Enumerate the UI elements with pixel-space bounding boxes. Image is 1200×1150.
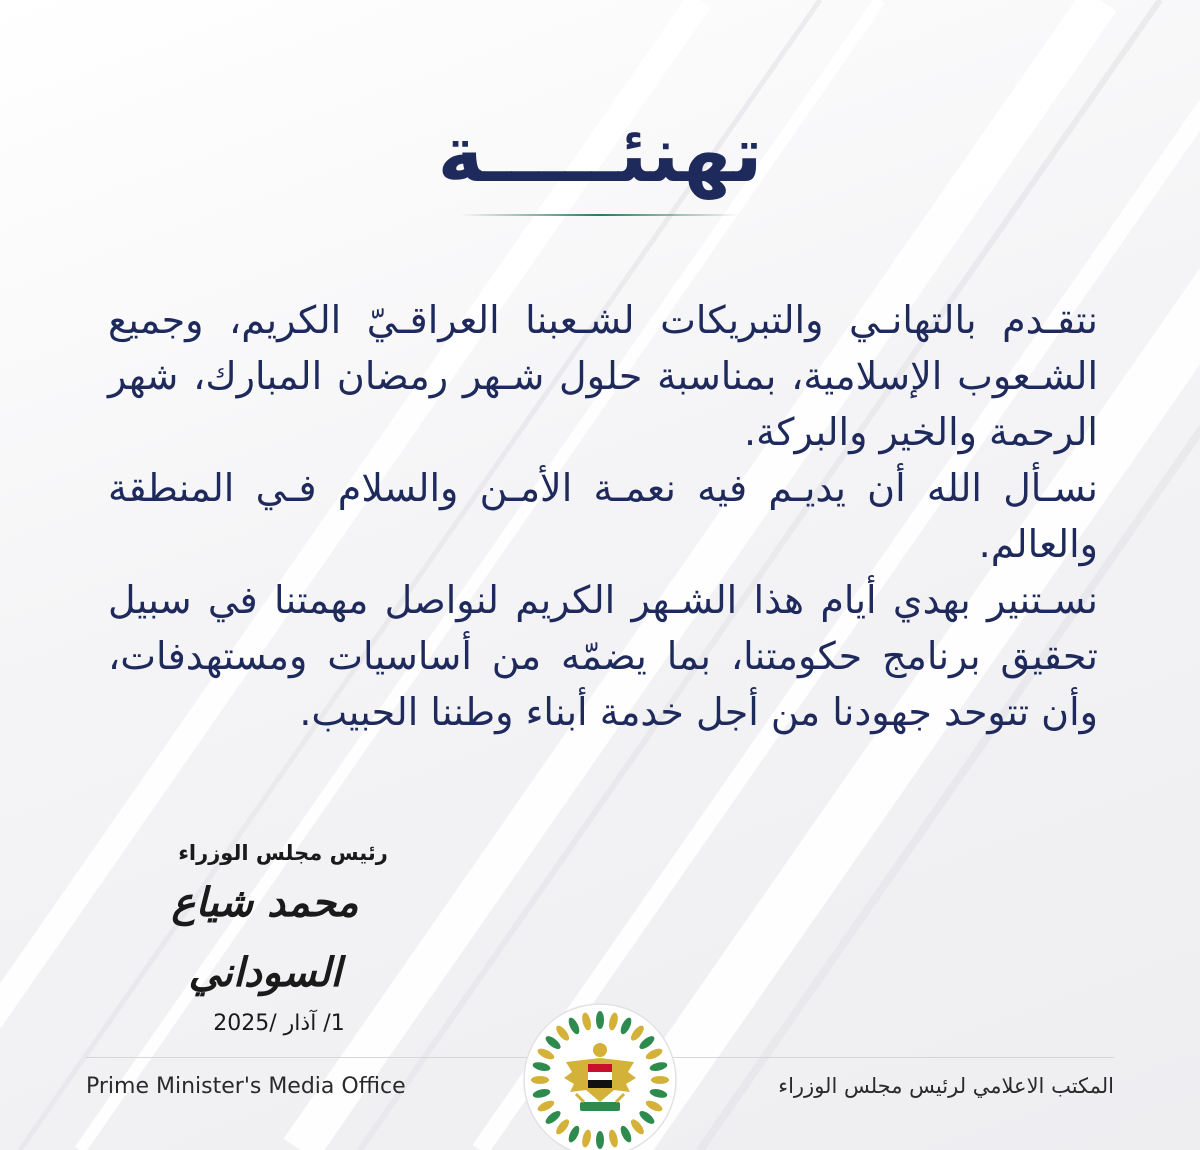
message-paragraph: نسـتنير بهدي أيام هذا الشـهر الكريم لنواصل مهمتنا في سبيل تحقيق برنامج حكومتنا، بما يضمّه من أساسيات ومستهدفات، وأن تتوحد جهودنا من أجل خدمة أبناء وطننا الحبيب. bbox=[108, 578, 1098, 734]
signature-date: 1/ آذار /2025 bbox=[213, 1011, 345, 1036]
signature-block bbox=[120, 838, 410, 1040]
page-title: تهنئـــــة bbox=[437, 110, 763, 200]
iraq-coat-of-arms-icon bbox=[520, 998, 680, 1150]
signatory-role: رئيس مجلس الوزراء bbox=[178, 841, 388, 865]
message-paragraph: نسـأل الله أن يديـم فيه نعمـة الأمـن والسلام فـي المنطقة والعالم. bbox=[108, 466, 1098, 566]
message-paragraph: نتقـدم بالتهانـي والتبريكات لشـعبنا العراقـيّ الكريم، وجميع الشـعوب الإسلامية، بمناسبة حلول شـهر رمضان المبارك، شهر الرحمة والخير والبركة. bbox=[108, 298, 1098, 454]
signatory-name: محمد شياع السوداني bbox=[171, 879, 359, 996]
footer-office-english: Prime Minister's Media Office bbox=[86, 1074, 406, 1099]
title-underline bbox=[460, 214, 740, 216]
footer-office-arabic: المكتب الاعلامي لرئيس مجلس الوزراء bbox=[778, 1074, 1114, 1098]
message-body bbox=[108, 292, 1098, 740]
